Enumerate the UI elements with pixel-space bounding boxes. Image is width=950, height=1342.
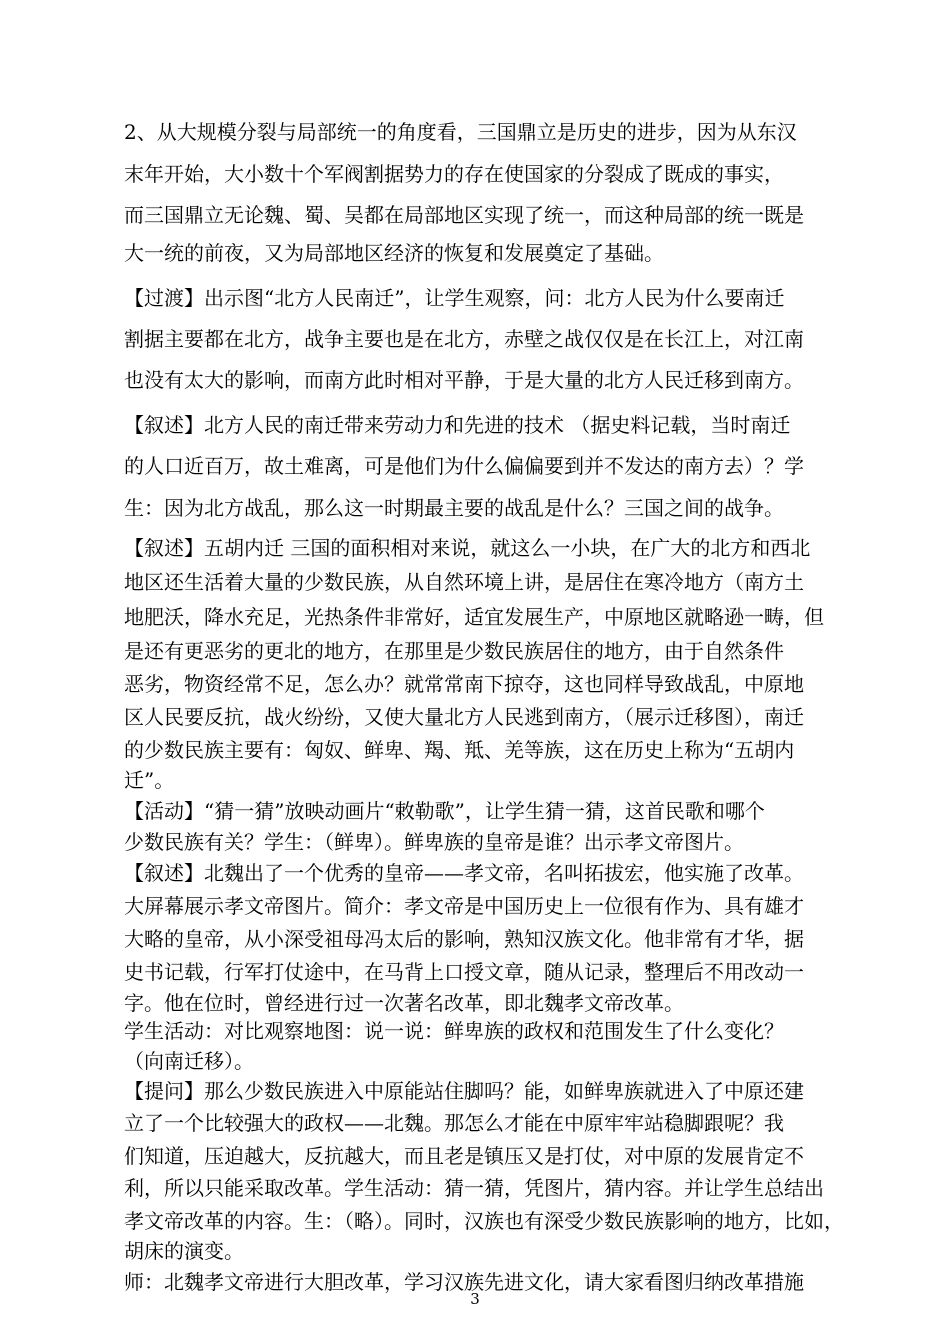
text-line: 胡床的演变。: [124, 1239, 244, 1263]
text-line: 史书记载，行军打仗途中，在马背上口授文章，随从记录，整理后不用改动一: [124, 960, 804, 984]
text-line: 【叙述】北方人民的南迁带来劳动力和先进的技术 （据史料记载，当时南迁: [124, 413, 791, 437]
text-line: 大屏幕展示孝文帝图片。简介：孝文帝是中国历史上一位很有作为、具有雄才: [124, 894, 804, 918]
text-line: 地区还生活着大量的少数民族，从自然环境上讲，是居住在寒冷地方（南方土: [124, 570, 804, 594]
text-line: 【叙述】五胡内迁 三国的面积相对来说，就这么一小块，在广大的北方和西北: [124, 536, 811, 560]
text-line: （向南迁移）。: [124, 1049, 254, 1073]
text-line: 2、从大规模分裂与局部统一的角度看，三国鼎立是历史的进步，因为从东汉: [124, 120, 797, 144]
text-line: 少数民族有关？学生：（鲜卑）。鲜卑族的皇帝是谁？出示孝文帝图片。: [124, 830, 744, 854]
text-line: 而三国鼎立无论魏、蜀、吴都在局部地区实现了统一，而这种局部的统一既是: [124, 203, 804, 227]
text-line: 【叙述】北魏出了一个优秀的皇帝——孝文帝，名叫拓拔宏，他实施了改革。: [124, 861, 804, 885]
text-line: 师：北魏孝文帝进行大胆改革，学习汉族先进文化，请大家看图归纳改革措施: [124, 1270, 804, 1294]
text-line: 大一统的前夜，又为局部地区经济的恢复和发展奠定了基础。: [124, 241, 664, 265]
text-line: 学生活动：对比观察地图：说一说：鲜卑族的政权和范围发生了什么变化？: [124, 1019, 784, 1043]
text-line: 【过渡】出示图“北方人民南迁”，让学生观察，问：北方人民为什么要南迁: [124, 286, 785, 310]
text-line: 也没有太大的影响，而南方此时相对平静，于是大量的北方人民迁移到南方。: [124, 368, 804, 392]
page-number: 3: [470, 1290, 480, 1308]
text-line: 【活动】“猜一猜”放映动画片“敕勒歌”，让学生猜一猜，这首民歌和哪个: [124, 799, 765, 823]
text-line: 孝文帝改革的内容。生：（略）。同时，汉族也有深受少数民族影响的地方，比如，: [124, 1209, 844, 1233]
text-line: 立了一个比较强大的政权——北魏。那怎么才能在中原牢牢站稳脚跟呢？我: [124, 1111, 784, 1135]
text-line: 生：因为北方战乱，那么这一时期最主要的战乱是什么？三国之间的战争。: [124, 496, 784, 520]
text-line: 迁”。: [124, 768, 175, 792]
text-line: 们知道，压迫越大，反抗越大，而且老是镇压又是打仗，对中原的发展肯定不: [124, 1144, 804, 1168]
text-line: 末年开始，大小数十个军阀割据势力的存在使国家的分裂成了既成的事实，: [124, 162, 784, 186]
text-line: 的少数民族主要有：匈奴、鲜卑、羯、羝、羌等族，这在历史上称为“五胡内: [124, 738, 795, 762]
text-line: 区人民要反抗，战火纷纷，又使大量北方人民逃到南方，（展示迁移图），南迁: [124, 705, 804, 729]
text-line: 字。他在位时，曾经进行过一次著名改革，即北魏孝文帝改革。: [124, 991, 684, 1015]
text-line: 利，所以只能采取改革。学生活动：猜一猜，凭图片，猜内容。并让学生总结出: [124, 1176, 824, 1200]
text-line: 大略的皇帝，从小深受祖母冯太后的影响，熟知汉族文化。他非常有才华，据: [124, 927, 804, 951]
text-line: 地肥沃，降水充足，光热条件非常好，适宜发展生产，中原地区就略逊一畴，但: [124, 605, 824, 629]
text-line: 的人口近百万，故土难离，可是他们为什么偏偏要到并不发达的南方去）？学: [124, 454, 804, 478]
text-line: 【提问】那么少数民族进入中原能站住脚吗？能，如鲜卑族就进入了中原还建: [124, 1079, 804, 1103]
text-line: 割据主要都在北方，战争主要也是在北方，赤壁之战仅仅是在长江上，对江南: [124, 327, 804, 351]
text-line: 恶劣，物资经常不足，怎么办？就常常南下掠夺，这也同样导致战乱，中原地: [124, 672, 804, 696]
text-line: 是还有更恶劣的更北的地方，在那里是少数民族居住的地方，由于自然条件: [124, 639, 784, 663]
